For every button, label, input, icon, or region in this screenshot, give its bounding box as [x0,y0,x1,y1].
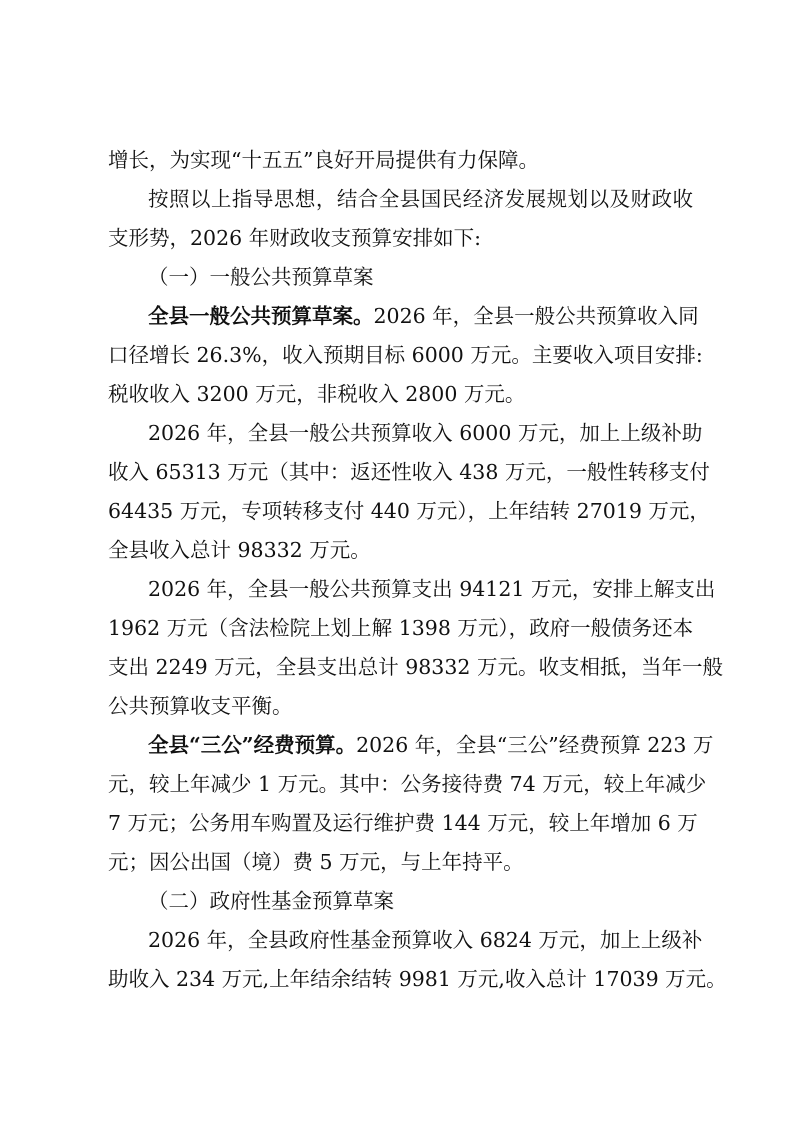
paragraph-line [148,298,699,334]
paragraph-text: 2026 年，全县“三公”经费预算 223 万 [356,733,714,757]
paragraph-text: 2026 年，全县一般公共预算收入同 [373,304,699,328]
section-heading: （二）政府性基金预算草案 [148,889,394,913]
paragraph-line: 公共预算收支平衡。 [108,694,293,718]
paragraph-line: 元，较上年减少 1 万元。其中：公务接待费 74 万元，较上年减少 [108,772,707,796]
section-heading: （一）一般公共预算草案 [148,265,374,289]
bold-run-heading: 全县“三公”经费预算。 [148,733,357,757]
paragraph-line: 税收收入 3200 万元，非税收入 2800 万元。 [108,382,526,406]
paragraph-line: 2026 年，全县一般公共预算支出 94121 万元，安排上解支出 [148,577,716,601]
paragraph-line: 2026 年，全县政府性基金预算收入 6824 万元，加上上级补 [148,928,703,952]
paragraph-line [148,727,714,763]
bold-run-heading: 全县一般公共预算草案。 [148,304,374,328]
paragraph-line: 增长，为实现“十五五”良好开局提供有力保障。 [108,148,539,172]
paragraph-line: 元；因公出国（境）费 5 万元，与上年持平。 [108,850,524,874]
paragraph-line: 7 万元；公务用车购置及运行维护费 144 万元，较上年增加 6 万 [108,811,698,835]
paragraph-line: 64435 万元，专项转移支付 440 万元），上年结转 27019 万元， [108,499,710,523]
paragraph-line: 支出 2249 万元，全县支出总计 98332 万元。收支相抵，当年一般 [108,655,723,679]
paragraph-line: 助收入 234 万元,上年结余结转 9981 万元,收入总计 17039 万元。 [108,967,727,991]
paragraph-line: 2026 年，全县一般公共预算收入 6000 万元，加上上级补助 [148,421,703,445]
paragraph-line: 支形势，2026 年财政收支预算安排如下: [108,226,482,250]
paragraph-line: 收入 65313 万元（其中：返还性收入 438 万元，一般性转移支付 [108,460,710,484]
paragraph-line: 按照以上指导思想，结合全县国民经济发展规划以及财政收 [148,187,693,211]
paragraph-line: 口径增长 26.3%，收入预期目标 6000 万元。主要收入项目安排: [108,343,703,367]
paragraph-line: 全县收入总计 98332 万元。 [108,538,371,562]
paragraph-line: 1962 万元（含法检院上划上解 1398 万元），政府一般债务还本 [108,616,694,640]
